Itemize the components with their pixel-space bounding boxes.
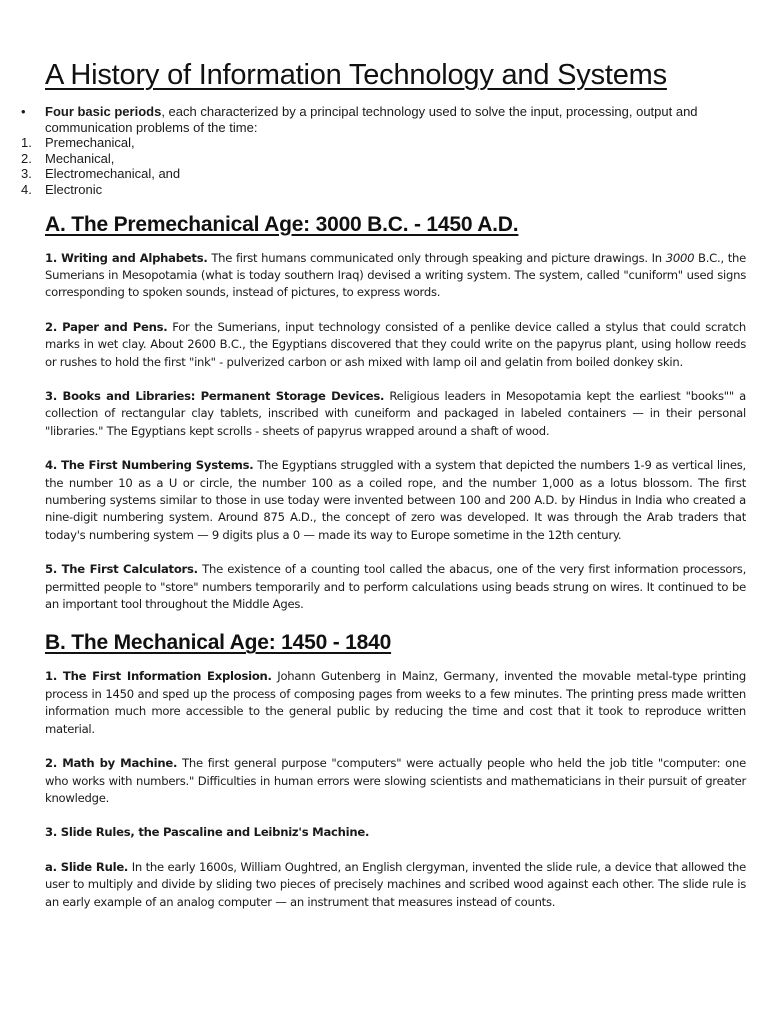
- paragraph-text: The existence of a counting tool called the abacus, one of the very first information processors, permitted people to "store" numbers temporarily and to perform calculations using beads strung on wires. It continued to be an important tool throughout the Middle Ages.: [45, 562, 747, 612]
- list-item: [21, 181, 746, 198]
- paragraph-text: In the early 1600s, William Oughtred, an English clergyman, invented the slide rule, a device that allowed the user to multiply and divide by sliding two pieces of precisely machines and scribed wood against each other. The slide rule is an early example of an analog computer — an instrument that measures instead of counts.: [45, 859, 747, 909]
- list-item: [21, 135, 746, 151]
- paragraph-heading: 2. Math by Machine.: [45, 756, 178, 771]
- list-number: 3.: [21, 166, 32, 182]
- paragraph: [45, 319, 746, 371]
- page-title: A History of Information Technology and Systems: [45, 59, 667, 91]
- list-label: Electronic: [45, 181, 103, 197]
- paragraph-text: Johann Gutenberg in Mainz, Germany, invented the movable metal-type printing process in 1450 and sped up the process of composing pages from weeks to a few minutes. The printing press made written information much more accessible to the general public by reducing the time and cost that it took to reproduce written material.: [45, 669, 746, 736]
- list-number: 4.: [21, 181, 32, 197]
- list-number: 1.: [21, 135, 32, 151]
- paragraph-text: The Egyptians struggled with a system that depicted the numbers 1-9 as vertical lines, the number 10 as a U or circle, the number 100 as a coiled rope, and the number 1,000 as a lotus blossom. The first numbering systems similar to those in use today were invented between 100 and 200 A.D. by Hindus in India who created a nine-digit numbering system. Around 875 A.D., the concept of zero was developed. It was through the Arab traders that today's numbering system — 9 digits plus a 0 — made its way to Europe sometime in the 12th century.: [45, 458, 746, 542]
- list-label: Electromechanical, and: [45, 166, 181, 182]
- paragraph-heading: 1. Writing and Alphabets.: [45, 250, 208, 265]
- paragraph-heading: 1. The First Information Explosion.: [45, 669, 272, 684]
- paragraph: [45, 824, 746, 841]
- paragraph: [45, 457, 746, 544]
- list-item: [21, 150, 746, 167]
- paragraph-heading: 3. Slide Rules, the Pascaline and Leibniz's Machine.: [45, 825, 370, 840]
- intro-bullet: [21, 104, 746, 135]
- paragraph: [45, 859, 746, 911]
- section-a-heading: A. The Premechanical Age: 3000 B.C. - 1450 A.D.: [45, 212, 519, 236]
- paragraph-text: The first humans communicated only through speaking and picture drawings. In: [207, 250, 666, 265]
- paragraph-text: B.C., the Sumerians in Mesopotamia (what is today southern Iraq) devised a writing system. The system, called "cuniform" used signs corresponding to spoken sounds, instead of pictures, to express words.: [45, 250, 746, 300]
- paragraph: [45, 668, 746, 738]
- paragraph: [45, 388, 746, 440]
- paragraph: [45, 250, 746, 302]
- intro-bold: Four basic periods: [45, 104, 162, 119]
- list-number: 2.: [21, 150, 32, 166]
- paragraph: [45, 561, 746, 613]
- paragraph-text: The first general purpose "computers" were actually people who held the job title "computer: one who works with numbers." Difficulties in human errors were slowing scientists and mathematicians in their pursuit of greater knowledge.: [45, 756, 747, 805]
- intro-text: , each characterized by a principal technology used to solve the input, processing, output and communication problems of the time:: [45, 104, 698, 135]
- list-item: [21, 166, 746, 182]
- periods-list: [21, 135, 746, 197]
- paragraph-heading: a. Slide Rule.: [45, 859, 129, 874]
- paragraph: [45, 755, 746, 807]
- paragraph-heading: 2. Paper and Pens.: [45, 319, 168, 334]
- paragraph-heading: 5. The First Calculators.: [45, 562, 198, 577]
- paragraph-italic: 3000: [665, 250, 695, 265]
- intro-block: [21, 104, 746, 198]
- bullet-dot: •: [21, 104, 26, 119]
- list-label: Mechanical,: [45, 150, 115, 166]
- paragraph-text: For the Sumerians, input technology consisted of a penlike device called a stylus that could scratch marks in wet clay. About 2600 B.C., the Egyptians discovered that they could write on the papyrus plant, using hollow reeds or rushes to hold the first "ink" - pulverized carbon or ash mixed with lamp oil and gelatin from boiled donkey skin.: [45, 319, 747, 369]
- paragraph-heading: 3. Books and Libraries: Permanent Storage Devices.: [45, 389, 385, 403]
- paragraph-heading: 4. The First Numbering Systems.: [45, 458, 254, 473]
- section-b-heading: B. The Mechanical Age: 1450 - 1840: [45, 631, 392, 655]
- list-label: Premechanical,: [45, 135, 135, 151]
- paragraph-text: Religious leaders in Mesopotamia kept the earliest "books"" a collection of rectangular clay tablets, inscribed with cuneiform and packaged in labeled containers — in their personal "libraries." The Egyptians kept scrolls - sheets of papyrus wrapped around a shaft of wood.: [45, 389, 746, 438]
